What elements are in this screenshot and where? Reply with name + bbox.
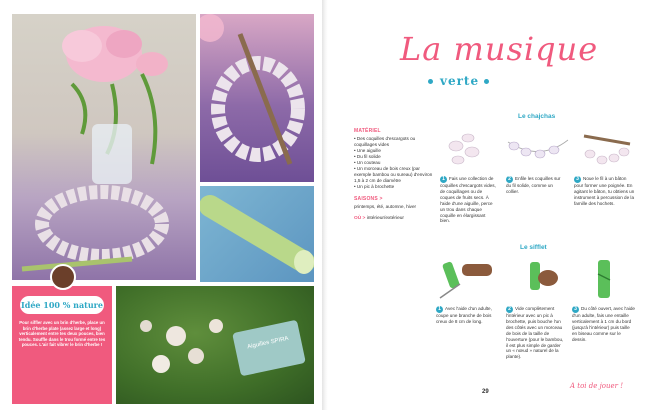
tip-text: Pour siffler avec un brin d'herbe, place un brin d'herbe plate (assez large et long) verticalement entre tes deux pouces, bien tendu. Souffle dans le trou formé entre tes pouces. L'air fait vibrer le brin d'herbe !	[18, 320, 106, 348]
page-subtitle: verte	[440, 74, 480, 88]
snail-shells-illustration	[116, 286, 314, 404]
step-number: 1	[436, 306, 443, 313]
materiel-item: • Un pic à brochette	[354, 184, 395, 189]
step-text: Enfile les coquilles sur du fil solide, comme un collier.	[506, 176, 561, 194]
step-text: Vide complètement l'intérieur avec un pic à brochette, puis bouche l'un des côtés avec un morceau de bois de la taille de l'ouverture (pour le bambou, il est plus simple de garder un « nœud » naturel de la plante).	[506, 306, 564, 360]
tip-badge: Idée 100 % nature	[20, 296, 104, 314]
chajchas-step-2	[506, 176, 564, 195]
shell-necklace-illustration	[200, 14, 314, 182]
book-gutter	[322, 0, 328, 410]
step-text: Fais une collection de coquilles d'escargots vides, de coquillages ou de coques de fruits secs. À l'aide d'une aiguille, perce un trou dans chaque coquille en élargissant bien.	[440, 176, 496, 224]
step-number: 1	[440, 176, 447, 183]
ou-text: intérieur/extérieur	[366, 216, 405, 221]
saisons-heading: SAISONS >	[354, 196, 383, 202]
chajchas-step-1	[440, 176, 496, 224]
step-text: Noue le fil à un bâton pour former une poignée. En agitant le bâton, tu obtiens un instrument à percussion de la famille des hochets.	[574, 176, 635, 206]
ou-heading: OÙ >	[354, 216, 366, 221]
step-number: 3	[574, 176, 581, 183]
page-title: La musique	[400, 30, 599, 68]
materiel-item: • Une aiguille	[354, 148, 381, 153]
sifflet-step-1	[436, 306, 498, 325]
sifflet-step-2	[506, 306, 566, 360]
step-number: 2	[506, 176, 513, 183]
chajchas-step-3	[574, 176, 636, 207]
saisons-text: printemps, été, automne, hiver	[354, 204, 417, 209]
kid-avatar	[50, 264, 76, 290]
section-title-chajchas: Le chajchas	[518, 113, 556, 120]
title-dot-right	[484, 79, 489, 84]
materiel-item: • Des coquilles d'escargots ou coquillages vides	[354, 136, 416, 147]
peonies-illustration	[12, 14, 196, 280]
materiel-item: • Un couteau	[354, 160, 381, 165]
materiel-item: • Un morceau de bois creux (par exemple bambou ou sureau) d'environ 1,5 à 2 cm de diamètre	[354, 166, 433, 183]
nature-tip-box	[12, 286, 112, 404]
photo-peonies-and-shell-bracelet	[12, 14, 196, 280]
tin-brand-label: Aiguilles SPIRA	[246, 335, 290, 351]
photo-bamboo-whistle	[200, 186, 314, 282]
photo-shell-necklace	[200, 14, 314, 182]
materiel-item: • Du fil solide	[354, 154, 381, 159]
materiel-heading: MATÉRIEL	[354, 128, 381, 134]
title-dot-left	[428, 79, 433, 84]
bamboo-whistle-illustration	[200, 186, 314, 282]
chajchas-steps-illustration	[444, 128, 638, 174]
outro-text: A toi de jouer !	[570, 382, 624, 390]
step-text: Du côté ouvert, avec l'aide d'un adulte, fais une entaille verticalement à 1 cm du bord (jusqu'à l'intérieur) puis taille en biseau comme sur le dessin.	[572, 306, 635, 342]
step-number: 3	[572, 306, 579, 313]
materials-sidebar	[354, 128, 434, 228]
step-text: Avec l'aide d'un adulte, coupe une branche de bois creux de 8 cm de long.	[436, 306, 492, 324]
section-title-sifflet: Le sifflet	[520, 244, 547, 251]
step-number: 2	[506, 306, 513, 313]
sifflet-steps-illustration	[434, 256, 634, 304]
page-number: 29	[482, 389, 489, 395]
photo-snail-shells-on-grass	[116, 286, 314, 404]
sifflet-step-3	[572, 306, 636, 343]
